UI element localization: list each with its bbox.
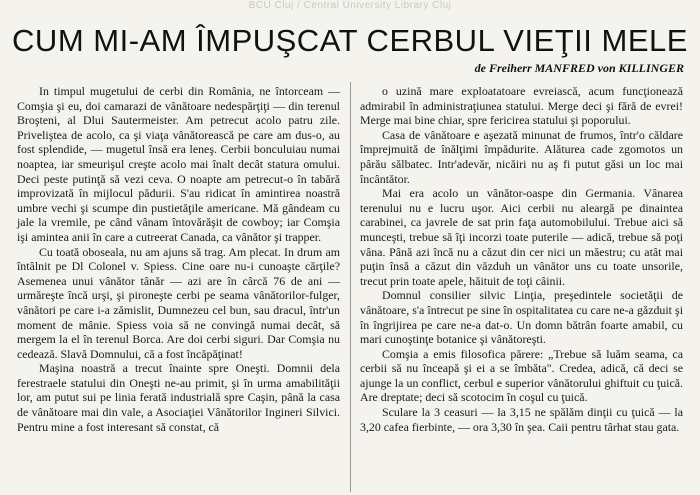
- library-watermark: BCU Cluj / Central University Library Cluj: [248, 0, 452, 11]
- left-column: [17, 84, 340, 434]
- paragraph: Domnul consilier silvic Linţia, preşedintele societăţii de vânătoare, s'a întrecut pe sine în ospitalitatea cu care ne-a găzduit şi în îngrijirea pe care ne-a dat-o. Un domn bătrân foarte amabil, cu mari cunoştinţe botanice şi vânătoreşti.: [360, 288, 683, 347]
- right-column: [360, 84, 683, 434]
- paragraph: o uzină mare exploatatoare evreiască, acum funcţionează admirabil în administraţiunea statului. Merge deci şi fără de evrei! Merge mai bine chiar, spre fericirea statului şi poporului.: [360, 84, 683, 128]
- paragraph: Maşina noastră a trecut înainte spre Oneşti. Domnii dela ferestraele statului din Oneşti ne-au primit, şi în urma amabilităţii lor, am putut sui pe linia ferată industrială spre Caşin, până la casa de vânătoare mai din vale, a Asociaţiei Vânătorilor Ingineri Silvici. Pentru mine a fost interesant să constat, că: [17, 361, 340, 434]
- paragraph: In timpul mugetului de cerbi din România, ne întorceam — Comşia şi eu, doi camarazi de vânătoare nedespărţiţi — din terenul Broşteni, al Dlui Sautermeister. Am petrecut acolo patru zile. Priveliştea de acolo, ca şi viaţa vânătorească pe care am dus-o, au fost splendide, — mugetul însă era leneş. Cerbii bonculuiau numai noaptea, iar smeurişul creşte acolo mai înalt decât statura omului. Deci peste putinţă să vezi ceva. O noapte am petrecut-o în tabără improvizată în mijlocul pădurii. S'au ridicat în amintirea noastră umbre vechi şi scumpe din pustietăţile americane. Mă gândeam cu jale la vremile, pe când vânam întovărăşit de cowboy; iar Comşia işi amintea anii în care a cutreerat Canada, ca vânător şi trapper.: [17, 84, 340, 244]
- article-title: CUM MI-AM ÎMPUŞCAT CERBUL VIEŢII MELE: [12, 23, 688, 58]
- paragraph: Sculare la 3 ceasuri — la 3,15 ne spălăm dinţii cu ţuică — la 3,20 cafea fierbinte, — ora 3,30 în şea. Caii pentru târhat stau gata.: [360, 405, 683, 434]
- paragraph: Casa de vânătoare e aşezată minunat de frumos, într'o căldare împrejmuită de înălţimi împădurite. Alăturea cade zgomotos un pârău sălbatec. Intr'adevăr, nicăiri nu aş fi putut găsi un loc mai încântător.: [360, 127, 683, 186]
- author-byline: de Freiherr MANFRED von KILLINGER: [474, 61, 684, 75]
- paragraph: Mai era acolo un vânător-oaspe din Germania. Vânarea terenului nu e lucru uşor. Aici cerbii nu aleargă pe dinaintea carabinei, ca javrele de sat prin faţa automobilului. Trebue aici să munceşti, trebue să îţi incorzi toate puterile — adică, trebue să poţi vâna. Până azi încă nu a căzut din cer nici un măestru; cu atât mai puţin însă a căzut din văzduh un vânător uns cu toate unsorile, trecut prin toate apele, hăituit de toţi câinii.: [360, 186, 683, 288]
- column-divider: [350, 82, 351, 492]
- paragraph: Cu toată oboseala, nu am ajuns să trag. Am plecat. In drum am întâlnit pe Dl Colonel v. Spiess. Cine oare nu-i cunoaşte cărţile? Asemenea unui vânător tânăr — azi are în cârcă 76 de ani — urmăreşte încă urşi, şi pironeşte cerbi pe seama vânătorilor-fulger, vânători pe care i-a zămislit, Dumnezeu cel bun, sau dracul, într'un moment de mânie. Spiess voia să ne convingă numai decât, să mergem la el în terenul Borca. Are doi cerbi siguri. Dar Comşia nu cedează. Slavă Domnului, că a fost încăpăţinat!: [17, 244, 340, 361]
- paragraph: Comşia a emis filosofica părere: „Trebue să luăm seama, ca cerbii să nu înceapă şi ei a se îmbăta". Credea, adică, că deci se ajunge la un conflict, cerbul e superior vânătorului ghiftuit cu ţuică. Are dreptate; deci să scotocim în coşul cu ţuică.: [360, 346, 683, 405]
